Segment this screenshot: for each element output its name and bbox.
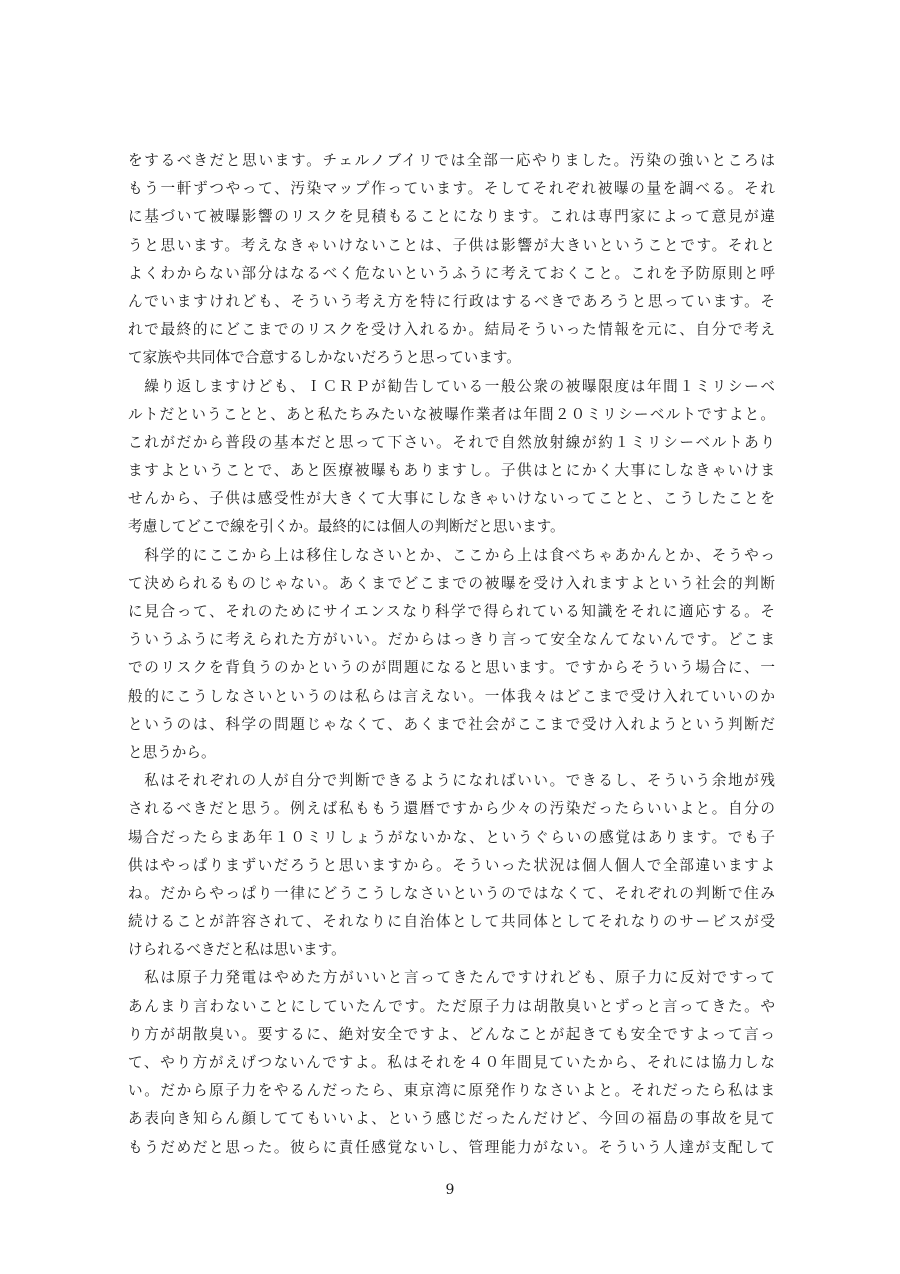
text-line: て、やり方がえげつないんですよ。私はそれを４０年間見ていたから、それには協力しな — [128, 1054, 775, 1071]
text-line: 科学的にここから上は移住しなさいとか、ここから上は食べちゃあかんとか、そうやっ — [128, 546, 775, 564]
text-line: されるべきだと思う。例えば私ももう還暦ですから少々の汚染だったらいいよと。自分の — [128, 800, 775, 818]
text-line: 繰り返しますけども、ＩＣＲＰが勧告している一般公衆の被曝限度は年間１ミリシーベ — [128, 377, 775, 395]
text-line: せんから、子供は感受性が大きくて大事にしなきゃいけないってことと、こうしたことを — [128, 490, 775, 508]
body-text — [128, 147, 775, 1162]
text-line: い。だから原子力をやるんだったら、東京湾に原発作りなさいよと。それだったら私はま — [128, 1082, 775, 1100]
text-line: これがだから普段の基本だと思って下さい。それで自然放射線が約１ミリシーベルトあり — [128, 433, 775, 451]
text-line: 供はやっぱりまずいだろうと思いますから。そういった状況は個人個人で全部違いますよ — [128, 856, 775, 874]
text-line: うと思います。考えなきゃいけないことは、子供は影響が大きいということです。それと — [128, 236, 775, 254]
text-line: に基づいて被曝影響のリスクを見積もることになります。これは専門家によって意見が違 — [128, 208, 775, 226]
text-line: に見合って、それのためにサイエンスなり科学で得られている知識をそれに適応する。そ — [128, 603, 775, 620]
text-line: 考慮してどこで線を引くか。最終的には個人の判断だと思います。 — [128, 518, 565, 536]
text-line: 続けることが許容されて、それなりに自治体として共同体としてそれなりのサービスが受 — [128, 913, 775, 931]
text-line: もう一軒ずつやって、汚染マップ作っています。そしてそれぞれ被曝の量を調べる。それ — [128, 180, 775, 198]
text-line: もうだめだと思った。彼らに責任感覚ないし、管理能力がない。そういう人達が支配して — [128, 1138, 775, 1156]
text-line: よくわからない部分はなるべく危ないというふうに考えておくこと。これを予防原則と呼 — [128, 264, 775, 282]
page-number: 9 — [445, 1182, 455, 1198]
text-line: をするべきだと思います。チェルノブイリでは全部一応やりました。汚染の強いところは — [128, 152, 775, 169]
text-line: 私は原子力発電はやめた方がいいと言ってきたんですけれども、原子力に反対ですって — [128, 969, 775, 987]
text-line: あんまり言わないことにしていたんです。ただ原子力は胡散臭いとずっと言ってきた。や — [128, 997, 775, 1015]
text-line: と思うから。 — [128, 743, 216, 761]
text-line: 場合だったらまあ年１０ミリしょうがないかな、というぐらいの感覚はあります。でも子 — [128, 828, 775, 846]
text-line: でのリスクを背負うのかというのが問題になると思います。ですからそういう場合に、一 — [128, 659, 775, 677]
text-line: けられるべきだと私は思います。 — [128, 941, 346, 959]
text-line: ういうふうに考えられた方がいい。だからはっきり言って安全なんてないんです。どこま — [128, 631, 775, 649]
text-line: 般的にこうしなさいというのは私らは言えない。一体我々はどこまで受け入れていいのか — [128, 687, 775, 705]
text-line: あ表向き知らん顔しててもいいよ、という感じだったんだけど、今回の福島の事故を見て — [128, 1110, 775, 1128]
text-line: ますよということで、あと医療被曝もありますし。子供はとにかく大事にしなきゃいけま — [128, 462, 775, 480]
text-line: 私はそれぞれの人が自分で判断できるようになればいい。できるし、そういう余地が残 — [128, 772, 775, 790]
text-line: り方が胡散臭い。要するに、絶対安全ですよ、どんなことが起きても安全ですよって言っ — [128, 1025, 775, 1043]
text-line: ね。だからやっぱり一律にどうこうしなさいというのではなくて、それぞれの判断で住み — [128, 884, 775, 902]
text-line: んでいますけれども、そういう考え方を特に行政はするべきであろうと思っています。そ — [128, 292, 775, 310]
text-line: というのは、科学の問題じゃなくて、あくまで社会がここまで受け入れようという判断だ — [128, 715, 775, 733]
text-line: ルトだということと、あと私たちみたいな被曝作業者は年間２０ミリシーベルトですよと。 — [128, 405, 775, 423]
text-line: て決められるものじゃない。あくまでどこまでの被曝を受け入れますよという社会的判断 — [128, 574, 775, 592]
text-line: れで最終的にどこまでのリスクを受け入れるか。結局そういった情報を元に、自分で考え — [128, 321, 775, 339]
text-line: て家族や共同体で合意するしかないだろうと思っています。 — [128, 349, 521, 367]
